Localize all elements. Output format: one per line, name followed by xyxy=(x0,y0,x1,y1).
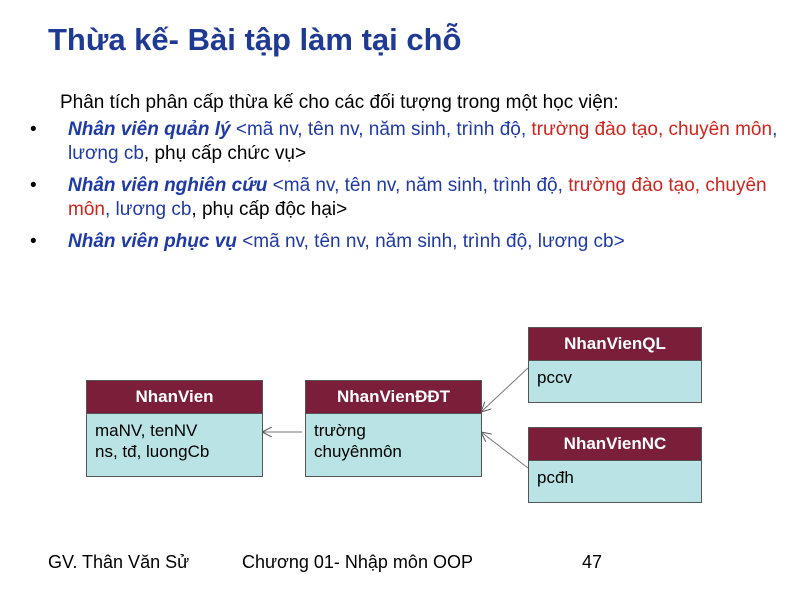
link-nvnc-to-nvddt xyxy=(481,432,528,468)
class-attributes xyxy=(306,414,481,476)
class-box-nhanvienql xyxy=(528,327,702,403)
footer-page-number: 47 xyxy=(582,552,603,572)
slide-title: Thừa kế- Bài tập làm tại chỗ xyxy=(48,22,462,57)
bullet-text-segment: mã nv, tên nv, năm sinh, trình độ, xyxy=(283,175,569,196)
class-box-nhanvien xyxy=(86,380,263,477)
class-box-nhanviendt xyxy=(305,380,482,477)
bullet-text-segment: lương cb xyxy=(115,199,192,220)
link-nvql-to-nvddt xyxy=(481,368,528,412)
bullet-text-segment: , phụ cấp chức vụ> xyxy=(143,143,307,164)
bullet-text-segment: < xyxy=(267,175,284,196)
class-attribute: trường xyxy=(314,421,366,440)
bullet-label: Nhân viên phục vụ xyxy=(68,231,237,252)
class-box-nhanviennc xyxy=(528,427,702,503)
class-attribute: chuyênmôn xyxy=(314,442,402,461)
bullet-text-segment: < xyxy=(230,119,247,140)
bullet-label: Nhân viên quản lý xyxy=(68,119,231,140)
bullet-text-segment: trường đào tạo, chuyên môn xyxy=(68,175,767,220)
class-name: NhanVienNC xyxy=(529,428,701,461)
footer-chapter: Chương 01- Nhập môn OOP xyxy=(242,552,473,572)
bullet-text-segment: mã nv, tên nv, năm sinh, trình độ, xyxy=(246,119,532,140)
bullet-text-segment: , xyxy=(104,199,116,220)
bullet-icon: • xyxy=(30,119,37,140)
bullet-label: Nhân viên nghiên cứu xyxy=(68,175,268,196)
class-attributes xyxy=(529,361,701,402)
bullet-text-segment: <mã nv, tên nv, năm sinh, trình độ, lương cb> xyxy=(236,231,625,252)
bullet-icon: • xyxy=(30,175,37,196)
class-attribute: pcđh xyxy=(537,468,574,487)
bullet-text-segment: , phụ cấp độc hại> xyxy=(191,199,348,220)
bullet-icon: • xyxy=(30,231,37,252)
footer-author: GV. Thân Văn Sử xyxy=(48,552,190,572)
class-attributes xyxy=(87,414,262,476)
class-attributes xyxy=(529,461,701,502)
class-name: NhanVienQL xyxy=(529,328,701,361)
class-attribute: pccv xyxy=(537,368,572,387)
class-attribute: ns, tđ, luongCb xyxy=(95,442,210,461)
class-name: NhanVien xyxy=(87,381,262,414)
bullet-text-segment: , xyxy=(772,119,778,140)
intro-text: Phân tích phân cấp thừa kế cho các đối tượng trong một học viện: xyxy=(60,92,619,113)
bullet-text-segment: trường đào tạo, chuyên môn xyxy=(531,119,773,140)
bullet-text-segment: lương cb xyxy=(68,143,144,164)
class-attribute: maNV, tenNV xyxy=(95,421,198,440)
class-name: NhanVienĐĐT xyxy=(306,381,481,414)
